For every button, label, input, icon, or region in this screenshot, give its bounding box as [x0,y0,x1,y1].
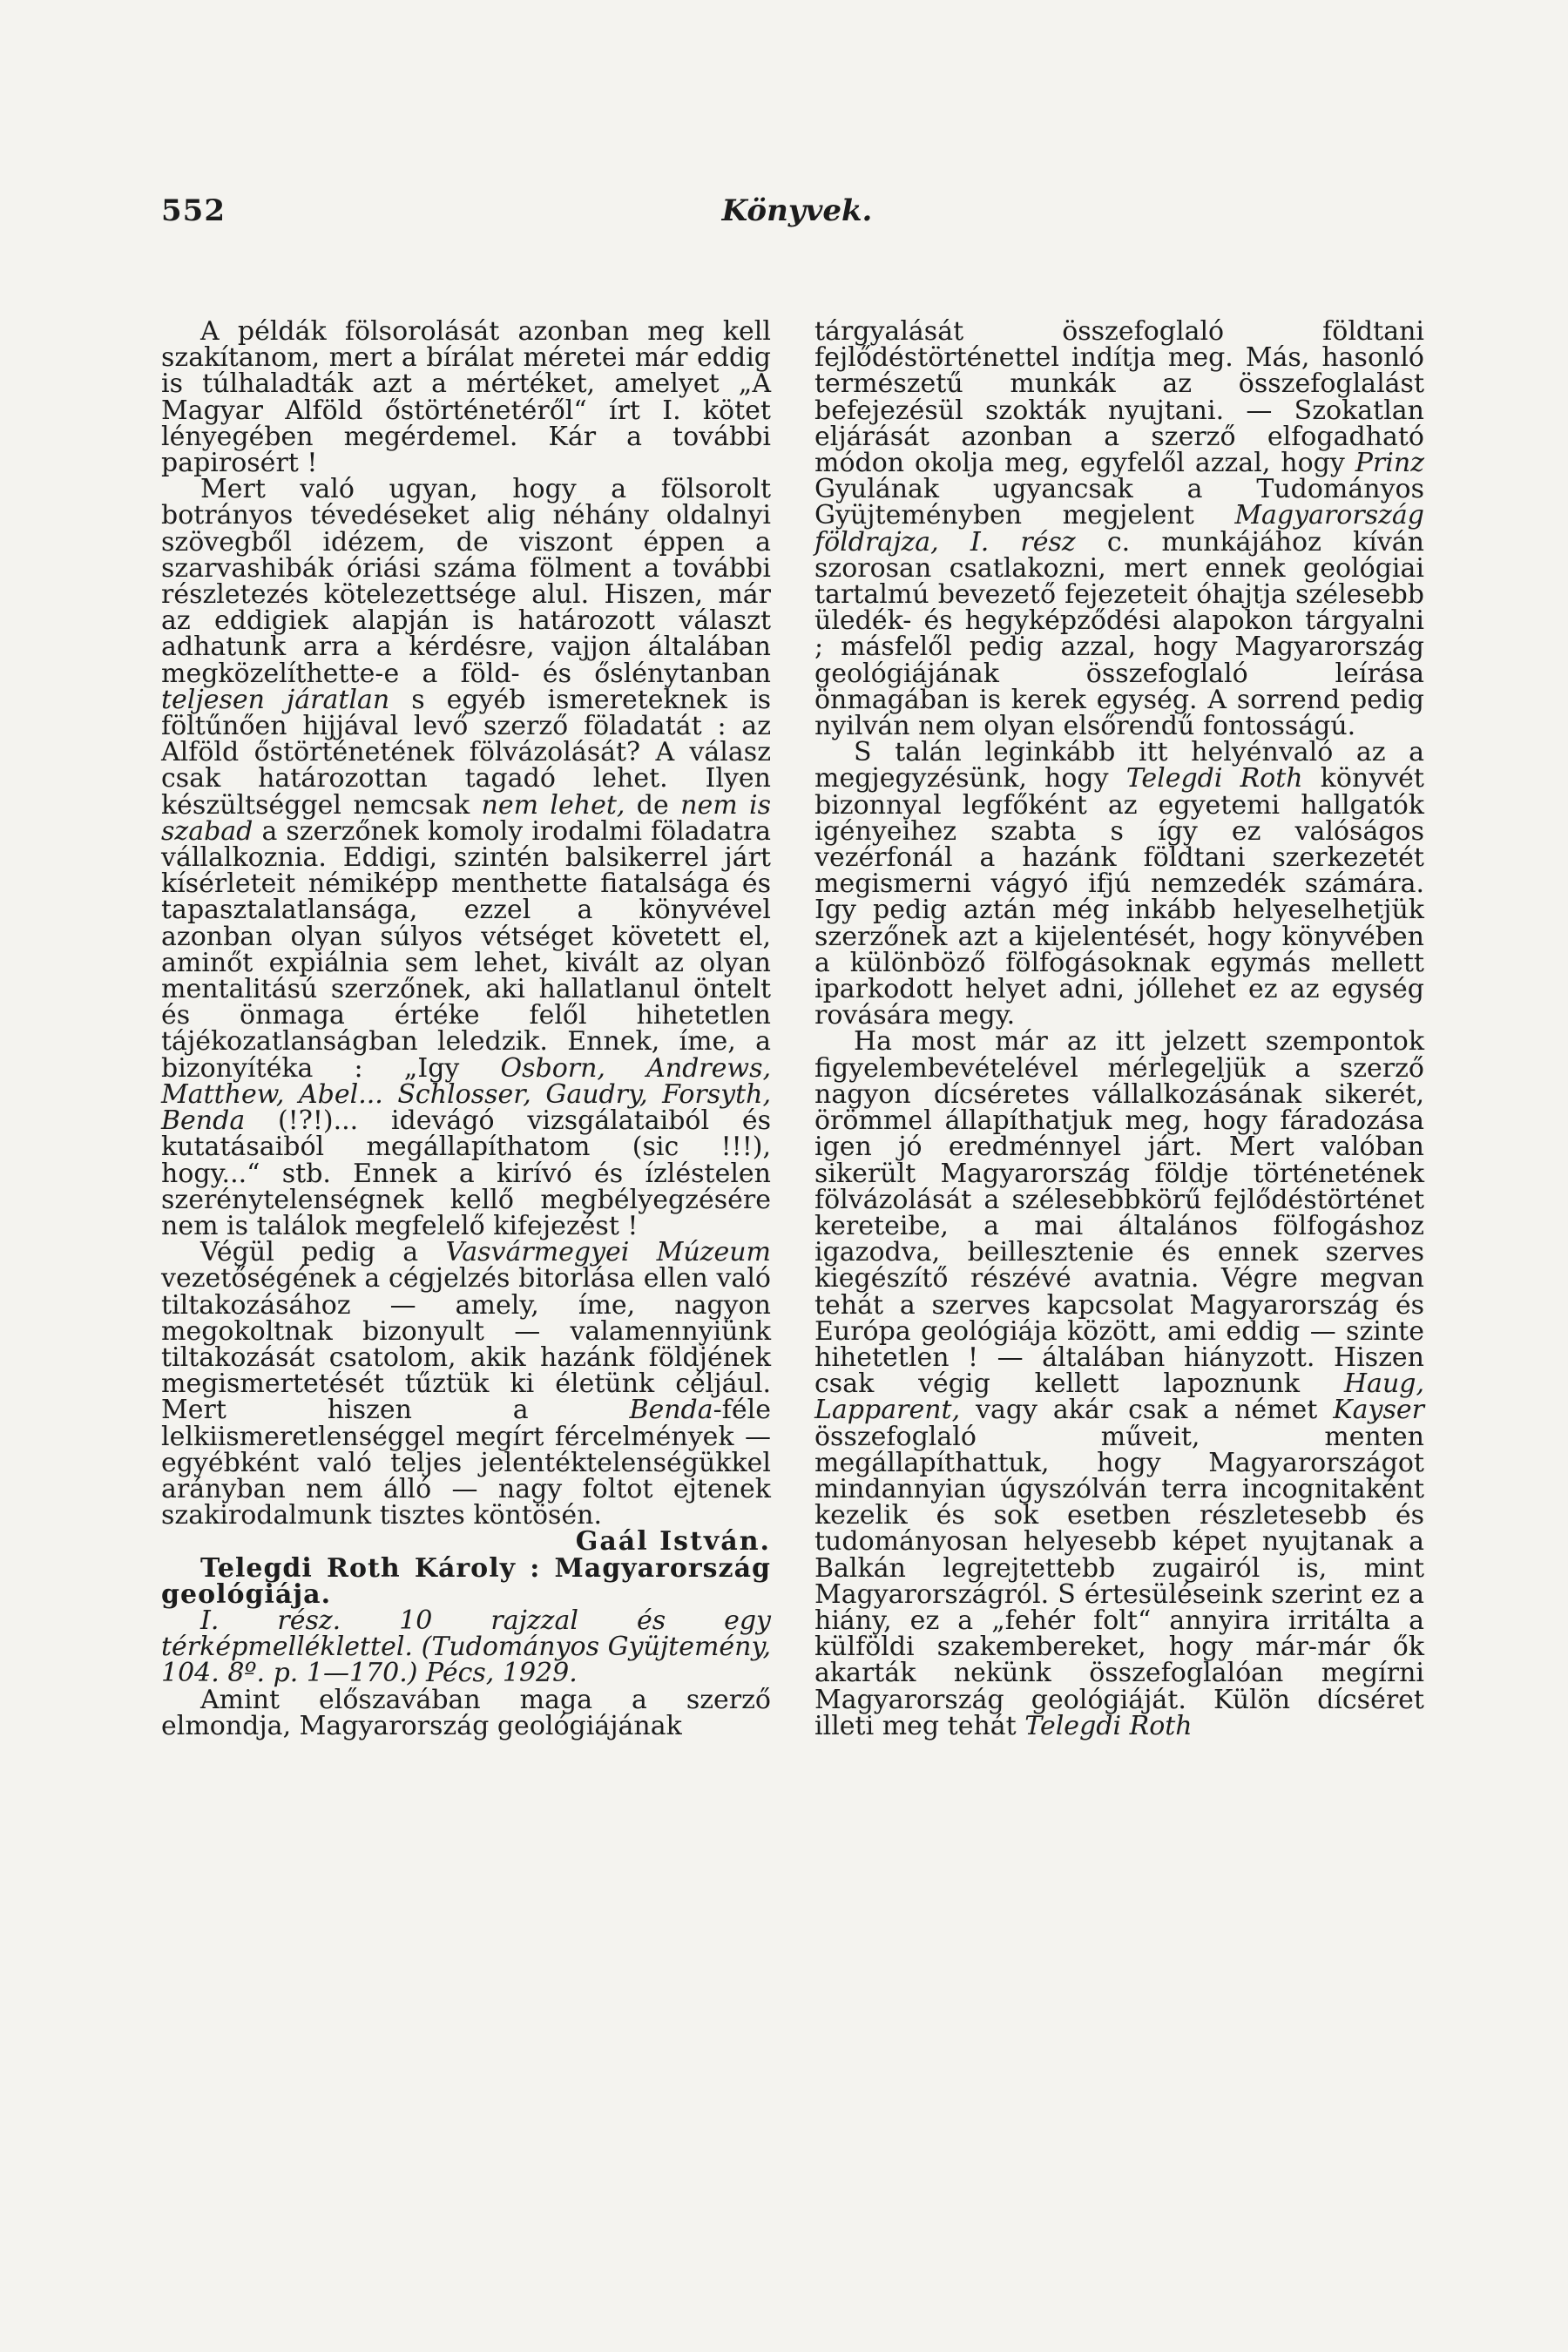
right-paragraph-3: Ha most már az itt jelzett szempontok figyelembevételével mérlegeljük a szerző nagyon dícséretes vállalkozásának sikerét, örömmel állapíthatjuk meg, hogy fáradozása igen jó eredménnyel járt. Mert valóban sikerült Magyarország földje történetének fölvázolását a szélesebbkörű fejlődéstörténet kereteibe, a mai általános fölfogáshoz igazodva, beillesztenie és ennek szerves kiegészítő részévé avatnia. Végre megvan tehát a szerves kapcsolat Magyarország és Európa geológiája között, ami eddig — szinte hihetetlen ! — általában hiányzott. Hiszen csak végig kellett lapoznunk Haug, Lapparent, vagy akár csak a német Kayser összefoglaló műveit, menten megállapíthattuk, hogy Magyarországot mindannyian úgyszólván terra incognitaként kezelik és sok esetben részletesebb és tudományosan helyesebb képet nyujtanak a Balkán legrejtettebb zugairól is, mint Magyarországról. S értesüléseink szerint ez a hiány, ez a „fehér folt“ annyira irritálta a külföldi szakembereket, hogy már-már ők akarták nekünk összefoglalóan megírni Magyarország geológiáját. Külön dícséret illeti meg tehát Telegdi Roth [814,1026,1424,1741]
running-title: Könyvek. [721,193,873,228]
left-paragraph-4: Amint előszavában maga a szerző elmondja, Magyarország geológiájának [161,1684,771,1741]
page-number: 552 [161,193,226,228]
signature: Gaál István. [575,1526,771,1558]
left-paragraph-2: Mert való ugyan, hogy a fölsorolt botrányos tévedéseket alig néhány oldalnyi szövegből idézem, de viszont éppen a szarvashibák óriási száma fölment a további részletezés kötelezettsége alul. Hiszen, már az eddigiek alapján is határozott választ adhatunk arra a kérdésre, vajjon általában megközelíthette-e a föld- és őslénytanban teljesen járatlan s egyéb ismereteknek is föltűnően hijjával levő szerző föladatát : az Alföld őstörténetének fölvázolását? A válasz csak határozottan tagadó lehet. Ilyen készültséggel nemcsak nem lehet, de nem is szabad a szerzőnek komoly irodalmi föladatra vállalkoznia. Eddigi, szintén balsikerrel járt kísérleteit némiképp menthette fiatalsága és tapasztalatlansága, ezzel a könyvével azonban olyan súlyos vétséget követett el, aminőt expiálnia sem lehet, kivált az olyan mentalitású szerzőnek, aki hallatlanul öntelt és önmaga értéke felől hihetetlen tájékozatlanságban leledzik. Ennek, íme, a bizonyítéka : „Igy Osborn, Andrews, Matthew, Abel... Schlosser, Gaudry, Forsyth, Benda (!?!)... idevágó vizsgálataiból és kutatásaiból megállapíthatom (sic !!!), hogy...“ stb. Ennek a kirívó és ízléstelen szerénytelenségnek kellő megbélyegzésére nem is találok megfelelő kifejezést ! [161,474,771,1241]
page-header [161,193,1433,228]
review-details: I. rész. 10 rajzzal és egy térképmelléklettel. (Tudományos Gyüjtemény, 104. 8º. p. 1—170.) Pécs, 1929. [161,1605,771,1689]
left-paragraph-3: Végül pedig a Vasvármegyei Múzeum vezetőségének a cégjelzés bitorlása ellen való tiltakozásához — amely, íme, nagyon megokoltnak bizonyult — valamennyiünk tiltakozását csatolom, akik hazánk földjének megismertetését tűztük ki életünk céljául. Mert hiszen a Benda-féle lelkiismeretlenséggel megírt fércelmények — egyébként való teljes jelentéktelenségükkel arányban nem álló — nagy foltot ejtenek szakirodalmunk tisztes köntösén. [161,1237,771,1531]
review-heading: Telegdi Roth Károly : Magyarország geológiája. [161,1552,771,1610]
right-paragraph-2: S talán leginkább itt helyénvaló az a megjegyzésünk, hogy Telegdi Roth könyvét bizonnyal legfőként az egyetemi hallgatók igényeihez szabta s így ez valóságos vezérfonál a hazánk földtani szerkezetét megismerni vágyó ifjú nemzedék számára. Igy pedig aztán még inkább helyeselhetjük szerzőnek azt a kijelentését, hogy könyvében a különböző fölfogásoknak egymás mellett iparkodott helyet adni, jóllehet ez az egység rovására megy. [814,737,1424,1031]
right-paragraph-1: tárgyalását összefoglaló földtani fejlődéstörténettel indítja meg. Más, hasonló természetű munkák az összefoglalást befejezésül szokták nyujtani. — Szokatlan eljárását azonban a szerző elfogadható módon okolja meg, egyfelől azzal, hogy Prinz Gyulának ugyancsak a Tudományos Gyüjteményben megjelent Magyarország földrajza, I. rész c. munkájához kíván szorosan csatlakozni, mert ennek geológiai tartalmú bevezető fejezeteit óhajtja szélesebb üledék- és hegyképződési alapokon tárgyalni ; másfelől pedig azzal, hogy Magyarország geológiájának összefoglaló leírása önmagában is kerek egység. A sorrend pedig nyilván nem olyan elsőrendű fontosságú. [814,316,1424,742]
right-column [814,316,1424,1741]
left-column [161,316,771,1741]
left-paragraph-1: A példák fölsorolását azonban meg kell szakítanom, mert a bírálat méretei már eddig is túlhaladták azt a mértéket, amelyet „A Magyar Alföld őstörténetéről“ írt I. kötet lényegében megérdemel. Kár a további papirosért ! [161,316,771,479]
